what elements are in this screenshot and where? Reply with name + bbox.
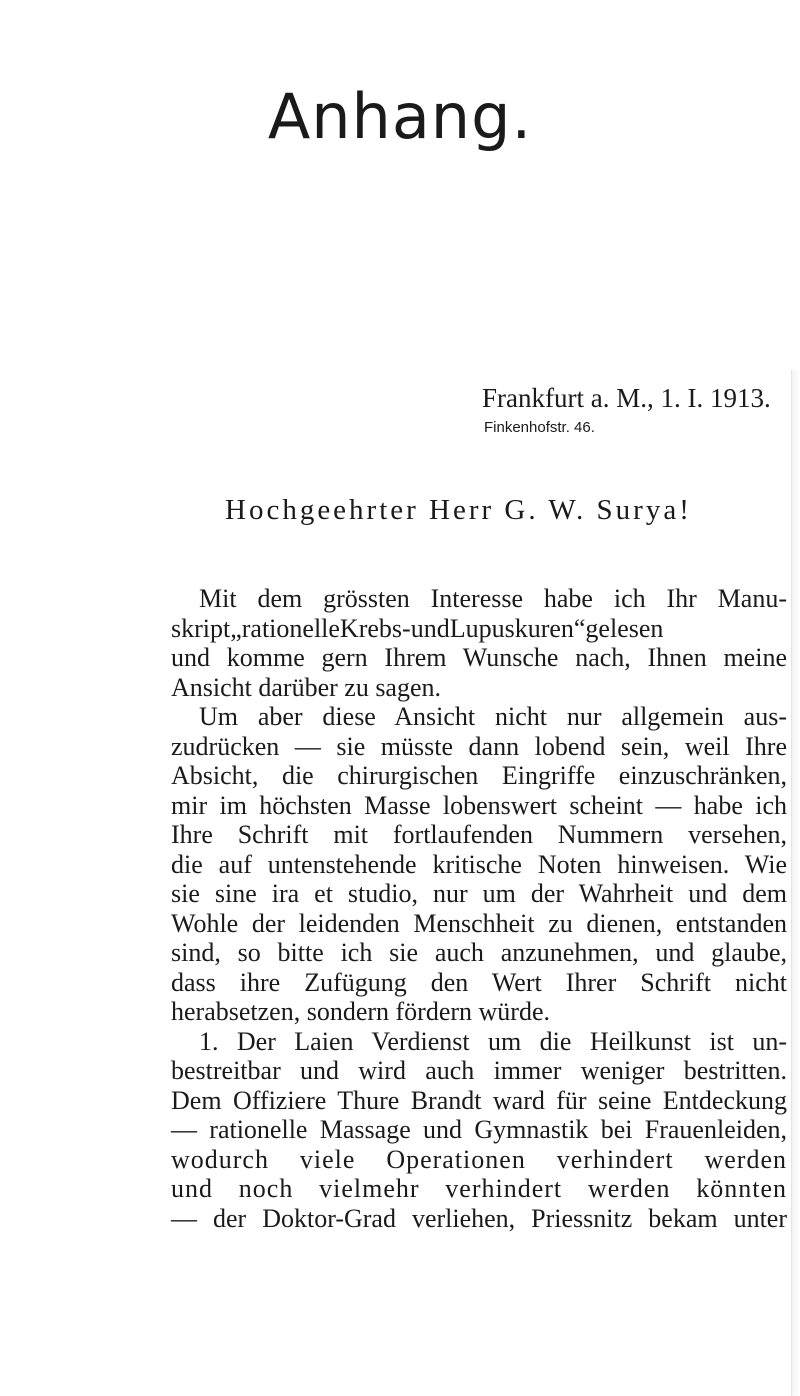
letter-body (171, 584, 787, 1233)
text-line: Ihre Schrift mit fortlaufenden Nummern versehen, (171, 820, 787, 849)
text-line: bestreitbar und wird auch immer weniger bestritten. (171, 1056, 787, 1085)
text-line: 1. Der Laien Verdienst um die Heilkunst ist un- (199, 1026, 787, 1056)
text-line: sind, so bitte ich sie auch anzunehmen, und glaube, (171, 938, 787, 967)
text-line: mir im höchsten Masse lobenswert scheint — habe ich (171, 790, 787, 820)
text-line: wodurch viele Operationen verhindert werden (171, 1144, 787, 1174)
text-line: dass ihre Zufügung den Wert Ihrer Schrift nicht (171, 967, 787, 997)
page-title: Anhang. (267, 80, 533, 153)
text-line: Dem Offiziere Thure Brandt ward für seine Entdeckung (171, 1085, 787, 1115)
text-line: Absicht, die chirurgischen Eingriffe einzuschränken, (171, 761, 787, 790)
text-line: — der Doktor-Grad verliehen, Priessnitz bekam unter (171, 1203, 787, 1233)
letter-place-date: Frankfurt a. M., 1. I. 1913. (482, 383, 771, 413)
text-line: — rationelle Massage und Gymnastik bei Frauenleiden, (171, 1115, 787, 1144)
text-line: Wohle der leidenden Menschheit zu dienen, entstanden (171, 908, 787, 938)
text-line: Mit dem grössten Interesse habe ich Ihr Manu- (199, 584, 787, 613)
text-line: zudrücken — sie müsste dann lobend sein, weil Ihre (171, 731, 787, 761)
text-line: Um aber diese Ansicht nicht nur allgemein aus- (199, 702, 787, 731)
text-line: herabsetzen, sondern fördern würde. (171, 997, 551, 1026)
text-line: die auf untenstehende kritische Noten hinweisen. Wie (171, 849, 787, 879)
text-line: und noch vielmehr verhindert werden könnten (171, 1174, 787, 1203)
letter-salutation: Hochgeehrter Herr G. W. Surya! (225, 494, 692, 526)
letter-address: Finkenhofstr. 46. (484, 419, 595, 436)
text-line: und komme gern Ihrem Wunsche nach, Ihnen meine (171, 643, 787, 672)
page-edge-shadow (791, 370, 800, 1396)
text-line: Ansicht darüber zu sagen. (171, 672, 442, 702)
text-line: skript„rationelleKrebs-undLupuskuren“gelesen (171, 613, 664, 643)
text-line: sie sine ira et studio, nur um der Wahrheit und dem (171, 879, 787, 908)
